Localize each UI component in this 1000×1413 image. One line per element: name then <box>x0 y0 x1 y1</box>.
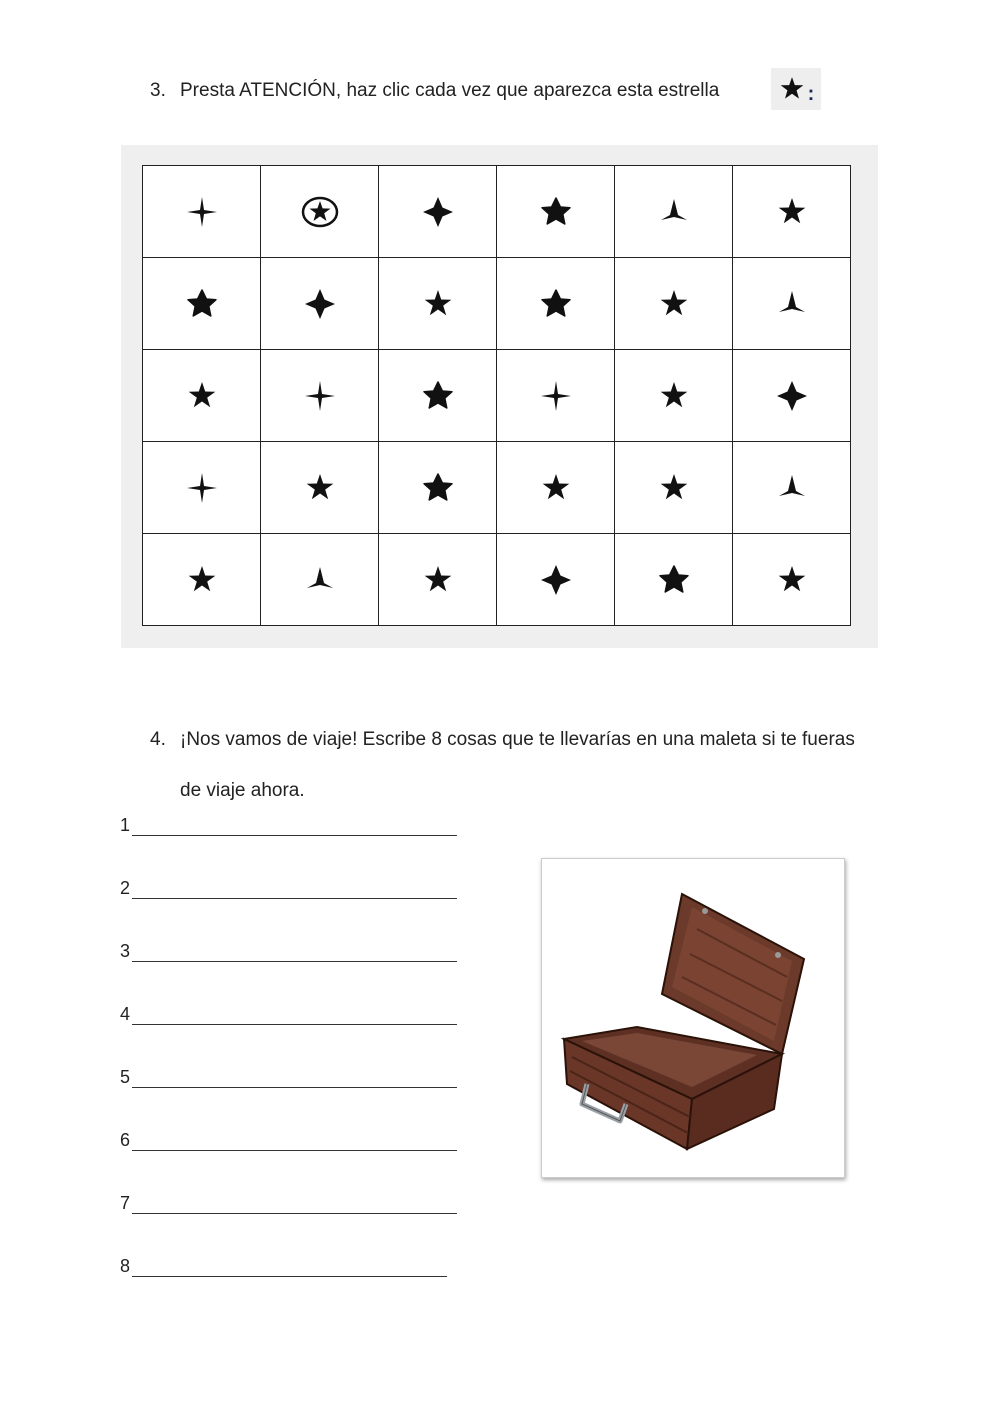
grid-cell[interactable] <box>143 534 261 626</box>
triangle-star-icon <box>772 468 812 508</box>
grid-row <box>143 534 851 626</box>
question-3 <box>150 80 719 102</box>
question-4-line-1: ¡Nos vamos de viaje! Escribe 8 cosas que te llevarías en una maleta si te fueras <box>180 729 855 750</box>
grid-cell[interactable] <box>733 442 851 534</box>
answer-line-number: 6 <box>120 1130 131 1150</box>
answer-line[interactable] <box>120 941 457 1004</box>
star-thin-icon <box>654 468 694 508</box>
grid-cell[interactable] <box>261 258 379 350</box>
star-fat-icon <box>536 192 576 232</box>
star-thin-icon <box>182 560 222 600</box>
answer-line-number: 5 <box>120 1067 131 1087</box>
triangle-star-icon <box>654 192 694 232</box>
grid-cell[interactable] <box>379 534 497 626</box>
grid-cell[interactable] <box>261 350 379 442</box>
grid-cell[interactable] <box>615 350 733 442</box>
grid-cell[interactable] <box>615 442 733 534</box>
grid-cell[interactable] <box>497 258 615 350</box>
grid-cell[interactable] <box>497 534 615 626</box>
star-thin-icon <box>182 376 222 416</box>
question-4-number: 4. <box>150 729 166 750</box>
star-thin-icon <box>300 468 340 508</box>
four-point-thin-icon <box>300 376 340 416</box>
star-fat-icon <box>418 376 458 416</box>
grid-row <box>143 166 851 258</box>
grid-cell[interactable] <box>379 258 497 350</box>
star-thin-icon <box>772 192 812 232</box>
grid-cell[interactable] <box>143 442 261 534</box>
star-thin-icon <box>654 284 694 324</box>
four-point-fat-icon <box>300 284 340 324</box>
star-grid-panel <box>121 145 878 648</box>
four-point-thin-icon <box>182 192 222 232</box>
grid-cell[interactable] <box>733 350 851 442</box>
grid-cell[interactable] <box>261 534 379 626</box>
suitcase-image <box>541 858 845 1178</box>
grid-cell[interactable] <box>379 442 497 534</box>
grid-row <box>143 258 851 350</box>
grid-cell[interactable] <box>497 350 615 442</box>
four-point-thin-icon <box>182 468 222 508</box>
four-point-fat-icon <box>772 376 812 416</box>
answer-line[interactable] <box>120 1067 457 1130</box>
star-thin-icon <box>772 560 812 600</box>
four-point-fat-icon <box>418 192 458 232</box>
question-3-colon: : <box>807 82 815 105</box>
answer-line-number: 7 <box>120 1193 131 1213</box>
grid-cell[interactable] <box>497 442 615 534</box>
answer-line[interactable] <box>120 815 457 878</box>
circled-star-icon <box>300 192 340 232</box>
answer-line[interactable] <box>120 878 457 941</box>
triangle-star-icon <box>300 560 340 600</box>
grid-cell[interactable] <box>143 350 261 442</box>
grid-cell[interactable] <box>733 166 851 258</box>
answer-line[interactable] <box>120 1130 457 1193</box>
grid-cell[interactable] <box>733 258 851 350</box>
star-thin-icon <box>418 560 458 600</box>
grid-cell[interactable] <box>615 534 733 626</box>
grid-row <box>143 350 851 442</box>
star-thin-icon <box>418 284 458 324</box>
four-point-thin-icon <box>536 376 576 416</box>
star-fat-icon <box>536 284 576 324</box>
answer-line[interactable] <box>120 1193 457 1256</box>
question-4 <box>150 714 890 816</box>
star-thin-icon <box>536 468 576 508</box>
answer-line[interactable] <box>120 1004 457 1067</box>
target-star-sample <box>771 68 821 110</box>
star-fat-icon <box>182 284 222 324</box>
grid-cell[interactable] <box>143 258 261 350</box>
grid-cell[interactable] <box>379 350 497 442</box>
grid-cell[interactable] <box>615 258 733 350</box>
grid-cell[interactable] <box>615 166 733 258</box>
question-3-number: 3. <box>150 80 166 101</box>
question-3-text: Presta ATENCIÓN, haz clic cada vez que aparezca esta estrella <box>180 80 720 101</box>
star-thin-icon <box>654 376 694 416</box>
grid-cell[interactable] <box>379 166 497 258</box>
four-point-fat-icon <box>536 560 576 600</box>
suitcase-icon <box>542 859 844 1177</box>
answer-line-number: 8 <box>120 1256 131 1276</box>
star-fat-icon <box>418 468 458 508</box>
grid-cell[interactable] <box>261 442 379 534</box>
grid-row <box>143 442 851 534</box>
star-5-thin-icon <box>778 75 806 103</box>
answer-line-number: 3 <box>120 941 131 961</box>
answer-line-number: 2 <box>120 878 131 898</box>
answer-line-number: 4 <box>120 1004 131 1024</box>
answer-line-number: 1 <box>120 815 131 835</box>
question-4-line-2: de viaje ahora. <box>180 780 305 801</box>
star-grid <box>142 165 851 626</box>
grid-cell[interactable] <box>143 166 261 258</box>
grid-cell[interactable] <box>261 166 379 258</box>
grid-cell[interactable] <box>497 166 615 258</box>
answer-line[interactable] <box>120 1256 457 1319</box>
grid-cell[interactable] <box>733 534 851 626</box>
star-fat-icon <box>654 560 694 600</box>
triangle-star-icon <box>772 284 812 324</box>
answer-lines <box>120 815 457 1319</box>
